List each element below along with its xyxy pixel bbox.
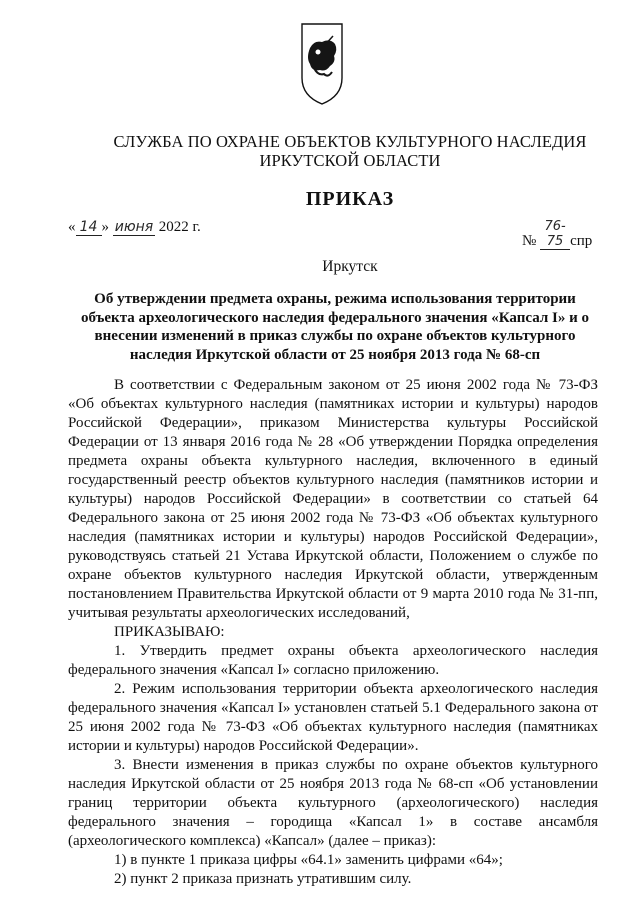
number-suffix: спр [570, 233, 593, 249]
city-name: Иркутск [322, 258, 378, 275]
date-close-quote: » [101, 219, 109, 235]
date-day-handwritten: 14 [76, 219, 102, 236]
order-subject: Об утверждении предмета охраны, режима использования территории объекта археологического наследия федерального значения «Капсал I» и о внесении изменений в приказ службы по охране объектов культурного наследия Иркутской области от 25 ноября 2013 года № 68-сп [81, 291, 589, 363]
agency-name-line2: ИРКУТСКОЙ ОБЛАСТИ [259, 151, 441, 170]
point-2: 2. Режим использования территории объекта археологического наследия федерального значения «Капсал I» установлен статьей 5.1 Федерального закона от 25 июня 2002 года № 73-ФЗ «Об объектах культурного наследия (памятниках истории и культуры) народов Российской Федерации». [68, 681, 598, 754]
number-handwritten: 76-75 [540, 219, 570, 250]
date-open-quote: « [68, 219, 76, 235]
point-3-subitem-2: 2) пункт 2 приказа признать утратившим силу. [114, 871, 412, 887]
preamble-paragraph: В соответствии с Федеральным законом от 25 июня 2002 года № 73-ФЗ «Об объектах культурного наследия (памятниках истории и культуры) народов Российской Федерации», приказом Министерства культуры Российской Федерации от 13 января 2016 года № 28 «Об утверждении Порядка определения предмета охраны объекта культурного наследия, включенного в единый государственный реестр объектов культурного наследия (памятников истории и культуры) народов Российской Федерации» в соответствии со статьей 64 Федерального закона от 25 июня 2002 года № 73-ФЗ «Об объектах культурного наследия (памятниках истории и культуры) народов Российской Федерации», руководствуясь статьей 21 Устава Иркутской области, Положением о службе по охране объектов культурного наследия Иркутской области, утвержденным постановлением Правительства Иркутской области от 9 марта 2010 года № 31-пп, учитывая результаты археологических исследований, [68, 377, 598, 621]
order-number [522, 219, 592, 250]
point-3-subitem-1: 1) в пункте 1 приказа цифры «64.1» заменить цифрами «64»; [114, 852, 503, 868]
order-body [68, 376, 598, 889]
document-type-title: ПРИКАЗ [305, 188, 395, 210]
date-year: 2022 г. [158, 219, 201, 235]
order-date [68, 219, 201, 236]
command-word: ПРИКАЗЫВАЮ: [114, 624, 225, 640]
number-prefix: № [522, 233, 537, 249]
point-1: 1. Утвердить предмет охраны объекта археологического наследия федерального значения «Капсал I» согласно приложению. [68, 643, 598, 678]
date-month-handwritten: июня [114, 219, 154, 235]
agency-name-line1: СЛУЖБА ПО ОХРАНЕ ОБЪЕКТОВ КУЛЬТУРНОГО НАСЛЕДИЯ [113, 132, 587, 151]
irkutsk-coat-of-arms-icon [300, 22, 344, 106]
point-3: 3. Внести изменения в приказ службы по охране объектов культурного наследия Иркутской области от 25 ноября 2013 года № 68-сп «Об установлении границ территории объекта культурного (археологического) наследия федерального значения – городища «Капсал 1» в составе ансамбля (археологического комплекса) «Капсал» (далее – приказ): [68, 757, 598, 849]
